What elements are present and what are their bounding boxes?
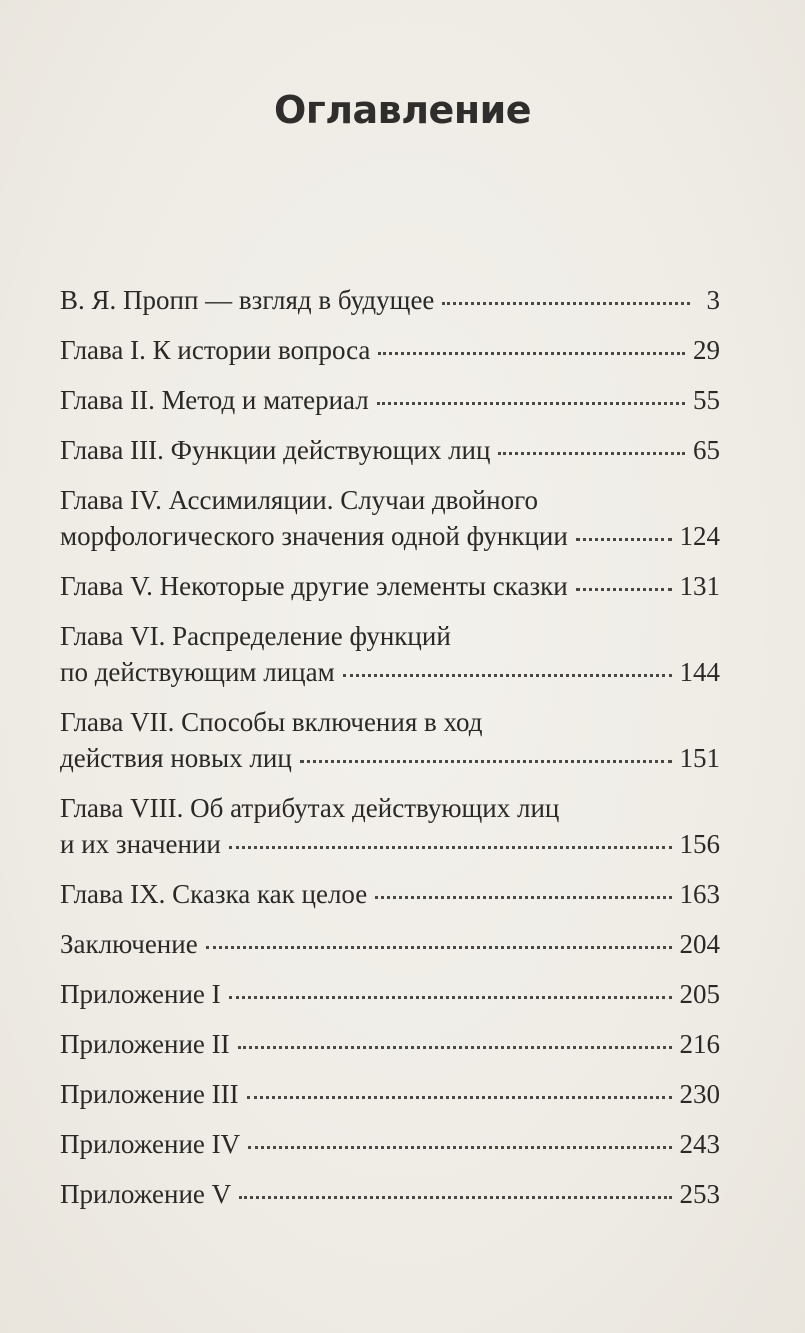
toc-page-number: 253 <box>679 1179 720 1209</box>
dot-leader <box>229 995 672 999</box>
toc-entry-title: Глава I. К истории вопроса <box>60 335 371 365</box>
dot-leader <box>576 587 672 591</box>
toc-line <box>60 432 720 469</box>
toc-line <box>60 740 720 777</box>
toc-line <box>60 1176 720 1213</box>
toc-page-number: 3 <box>706 285 720 315</box>
toc-entry <box>60 876 720 913</box>
toc-entry-title: Глава III. Функции действующих лиц <box>60 435 491 465</box>
dot-leader <box>229 845 672 849</box>
toc-line <box>60 704 720 740</box>
toc-entry-title: Глава IV. Ассимиляции. Случаи двойного <box>60 485 539 515</box>
toc-entry <box>60 482 720 555</box>
toc-page-number: 29 <box>693 335 720 365</box>
table-of-contents <box>60 282 720 1226</box>
toc-line <box>60 826 720 863</box>
toc-page-number: 156 <box>679 829 720 859</box>
toc-page-number: 230 <box>679 1079 720 1109</box>
toc-page-number: 65 <box>693 435 720 465</box>
toc-line <box>60 876 720 913</box>
toc-page-number: 163 <box>679 879 720 909</box>
toc-entry-title: Приложение II <box>60 1029 230 1059</box>
toc-page-number: 55 <box>693 385 720 415</box>
toc-entry <box>60 976 720 1013</box>
dot-leader <box>378 351 685 355</box>
dot-leader <box>498 451 685 455</box>
toc-entry-title-continued: и их значении <box>60 829 221 859</box>
toc-line <box>60 1026 720 1063</box>
toc-entry-title: Глава VIII. Об атрибутах действующих лиц <box>60 793 560 823</box>
toc-page-number: 124 <box>679 521 720 551</box>
toc-line <box>60 790 720 826</box>
toc-entry-title: Глава II. Метод и материал <box>60 385 369 415</box>
toc-entry-title: Глава IX. Сказка как целое <box>60 879 368 909</box>
toc-entry-title: Глава VI. Распределение функций <box>60 621 451 651</box>
dot-leader <box>343 673 672 677</box>
toc-page-number: 204 <box>679 929 720 959</box>
toc-entry-title-continued: действия новых лиц <box>60 743 292 773</box>
dot-leader <box>247 1095 672 1099</box>
toc-line <box>60 282 720 319</box>
toc-page-number: 205 <box>679 979 720 1009</box>
toc-page-number: 131 <box>679 571 720 601</box>
dot-leader <box>248 1145 671 1149</box>
toc-entry <box>60 1076 720 1113</box>
toc-entry-title: Приложение V <box>60 1179 232 1209</box>
toc-entry <box>60 568 720 605</box>
toc-entry <box>60 382 720 419</box>
toc-entry-title: Заключение <box>60 929 198 959</box>
toc-page-number: 144 <box>679 657 720 687</box>
toc-entry <box>60 1126 720 1163</box>
toc-entry <box>60 332 720 369</box>
dot-leader <box>239 1195 671 1199</box>
toc-line <box>60 976 720 1013</box>
toc-line <box>60 332 720 369</box>
dot-leader <box>442 301 690 305</box>
toc-line <box>60 654 720 691</box>
toc-line <box>60 518 720 555</box>
toc-entry-title-continued: по действующим лицам <box>60 657 335 687</box>
dot-leader <box>576 537 672 541</box>
toc-line <box>60 1126 720 1163</box>
toc-entry-title: Приложение III <box>60 1079 239 1109</box>
toc-page-number: 216 <box>679 1029 720 1059</box>
toc-entry <box>60 618 720 691</box>
toc-line <box>60 926 720 963</box>
toc-line <box>60 482 720 518</box>
toc-page-number: 243 <box>679 1129 720 1159</box>
toc-entry-title: Приложение I <box>60 979 221 1009</box>
toc-entry <box>60 282 720 319</box>
toc-entry <box>60 704 720 777</box>
toc-entry <box>60 1026 720 1063</box>
toc-entry-title: Приложение IV <box>60 1129 241 1159</box>
toc-entry <box>60 432 720 469</box>
dot-leader <box>206 945 672 949</box>
toc-entry <box>60 926 720 963</box>
toc-line <box>60 618 720 654</box>
toc-page-number: 151 <box>679 743 720 773</box>
toc-entry-title-continued: морфологического значения одной функции <box>60 521 568 551</box>
dot-leader <box>300 759 672 763</box>
dot-leader <box>377 401 685 405</box>
toc-entry-title: В. Я. Пропп — взгляд в будущее <box>60 285 435 315</box>
toc-entry <box>60 790 720 863</box>
toc-line <box>60 1076 720 1113</box>
toc-entry-title: Глава VII. Способы включения в ход <box>60 707 483 737</box>
toc-entry-title: Глава V. Некоторые другие элементы сказки <box>60 571 568 601</box>
dot-leader <box>238 1045 672 1049</box>
toc-line <box>60 382 720 419</box>
toc-line <box>60 568 720 605</box>
dot-leader <box>375 895 671 899</box>
page-title: Оглавление <box>274 88 531 132</box>
toc-entry <box>60 1176 720 1213</box>
